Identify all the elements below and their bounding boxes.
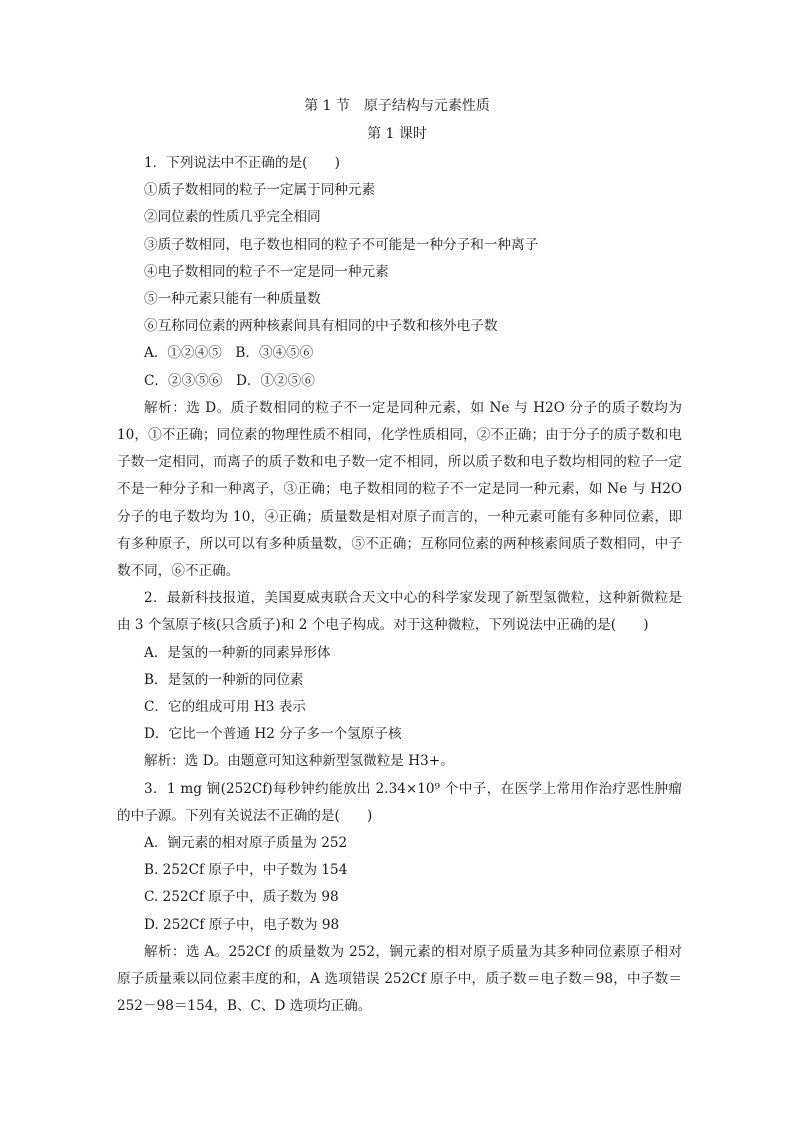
q3-option-d: D. 252Cf 原子中，电子数为 98: [144, 916, 340, 933]
section-title: 第 1 节 原子结构与元素性质: [304, 98, 490, 114]
q2-option-b: B．是氢的一种新的同位素: [144, 671, 304, 688]
q1-item-1: ①质子数相同的粒子一定属于同种元素: [144, 182, 376, 199]
q1-stem: 1．下列说法中不正确的是( ): [144, 155, 340, 171]
q1-item-6: ⑥互称同位素的两种核素间具有相同的中子数和核外电子数: [144, 318, 498, 335]
lesson-subtitle: 第 1 课时: [367, 126, 427, 142]
q1-options-ab: A．①②④⑤ B．③④⑤⑥: [144, 345, 314, 362]
q3-option-c: C. 252Cf 原子中，质子数为 98: [144, 889, 339, 906]
q3-option-a: A．锎元素的相对原子质量为 252: [144, 835, 348, 852]
q1-analysis: 解析：选 D。质子数相同的粒子不一定是同种元素，如 Ne 与 H2O 分子的质子数均为 10，①不正确；同位素的物理性质不相同，化学性质相同，②不正确；由于分子的质子数和电子数一定相同，而离子的质子数和电子数一定不相同，所以质子数和电子数均相同的粒子一定不是一种分子和一种离子，③正确；电子数相同的粒子不一定是同一种元素，如 Ne 与 H2O 分子的电子数均为 10，④正确；质量数是相对原子而言的，一种元素可能有多种同位素，即有多种原子，所以可以有多种质量数，⑤不正确；互称同位素的两种核素间质子数相同，中子数不同，⑥不正确。: [117, 399, 682, 580]
question-list: [117, 150, 682, 1021]
q1-item-3: ③质子数相同，电子数也相同的粒子不可能是一种分子和一种离子: [144, 236, 539, 253]
q2-stem: 2．最新科技报道，美国夏威夷联合天文中心的科学家发现了新型氢微粒，这种新微粒是由 3 个氢原子核(只含质子)和 2 个电子构成。对于这种微粒，下列说法中正确的是( ): [117, 590, 682, 634]
q1-options-cd: C．②③⑤⑥ D．①②⑤⑥: [144, 372, 315, 389]
q3-option-b: B. 252Cf 原子中，中子数为 154: [144, 862, 348, 879]
q1-item-5: ⑤一种元素只能有一种质量数: [144, 291, 321, 308]
q2-analysis: 解析：选 D。由题意可知这种新型氢微粒是 H3+。: [144, 753, 454, 770]
q3-stem: 3．1 mg 锎(252Cf)每秒钟约能放出 2.34×10⁹ 个中子，在医学上常用作治疗恶性肿瘤的中子源。下列有关说法不正确的是( ): [117, 780, 682, 824]
q1-item-2: ②同位素的性质几乎完全相同: [144, 209, 321, 226]
q2-option-a: A．是氢的一种新的同素异形体: [144, 644, 331, 661]
q3-analysis: 解析：选 A。252Cf 的质量数为 252，锎元素的相对原子质量为其多种同位素原子相对原子质量乘以同位素丰度的和，A 选项错误 252Cf 原子中，质子数＝电子数＝98，中子数＝252－98＝154，B、C、D 选项均正确。: [117, 943, 682, 1015]
q1-item-4: ④电子数相同的粒子不一定是同一种元素: [144, 263, 389, 280]
q2-option-c: C．它的组成可用 H3 表示: [144, 699, 306, 716]
q2-option-d: D．它比一个普通 H2 分子多一个氢原子核: [144, 726, 402, 743]
